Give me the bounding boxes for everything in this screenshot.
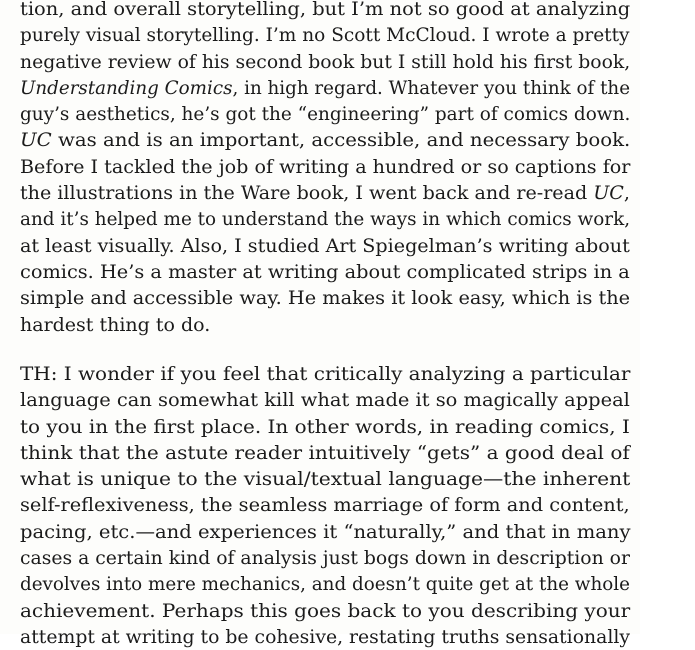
text-line — [20, 101, 635, 127]
text-run: achievement. Perhaps this goes back to you describing your — [20, 599, 631, 622]
text-run: was and is an important, accessible, and necessary book. — [51, 129, 631, 152]
italic-title-text: Understanding Comics — [20, 76, 233, 99]
text-run: tion, and overall storytelling, but I’m not so good at analyzing — [20, 0, 631, 20]
text-run: negative review of his second book but I still hold his first book, — [20, 50, 631, 73]
text-run: guy’s aesthetics, he’s got the “engineering” part of comics down. — [20, 103, 631, 126]
text-run: and it’s helped me to understand the ways in which comics work, — [20, 208, 631, 231]
text-line — [20, 22, 638, 48]
text-line — [20, 312, 654, 338]
text-run: , — [623, 182, 630, 205]
text-run: language can somewhat kill what made it so magically appeal — [20, 389, 630, 412]
text-run: TH: I wonder if you feel that critically analyzing a particular — [20, 363, 631, 385]
text-line — [20, 154, 658, 180]
text-run: Before I tackled the job of writing a hundred or so captions for — [20, 155, 631, 178]
text-line — [20, 285, 664, 311]
text-line — [20, 361, 685, 387]
text-line — [20, 127, 678, 153]
text-run: think that the astute reader intuitively “gets” a good deal of — [20, 441, 630, 464]
text-run: self-reflexiveness, the seamless marriage of form and content, — [20, 494, 630, 517]
text-line — [20, 0, 669, 22]
text-line — [20, 180, 656, 206]
text-line — [20, 206, 633, 232]
text-run: comics. He’s a master at writing about complicated strips in a — [20, 260, 630, 283]
text-line — [20, 387, 667, 413]
text-run: cases a certain kind of analysis just bogs down in description or — [20, 547, 630, 570]
text-line — [20, 414, 685, 440]
paragraph-2 — [20, 361, 653, 648]
text-run: devolves into mere mechanics, and doesn’t quite get at the whole — [20, 573, 630, 596]
text-line — [20, 545, 646, 571]
text-run: simple and accessible way. He makes it look easy, which is the — [20, 287, 631, 310]
text-run: , in high regard. Whatever you think of the — [232, 76, 631, 99]
text-run: what is unique to the visual/textual language—the inherent — [20, 468, 631, 491]
text-line — [20, 571, 630, 597]
italic-title-text: UC — [20, 129, 52, 152]
text-line — [20, 598, 687, 624]
text-run: pacing, etc.—and experiences it “naturally,” and that in many — [20, 520, 631, 543]
text-line — [20, 49, 647, 75]
text-run: to you in the first place. In other words, in reading comics, I — [20, 415, 630, 438]
italic-title-text: UC — [593, 182, 624, 205]
paragraph-1 — [20, 0, 654, 338]
text-run: purely visual storytelling. I’m no Scott McCloud. I wrote a pretty — [20, 24, 630, 47]
text-line — [20, 233, 658, 259]
text-run: hardest thing to do. — [20, 313, 211, 336]
text-line — [20, 75, 630, 101]
text-run: at least visually. Also, I studied Art Spiegelman’s writing about — [20, 234, 630, 257]
text-line — [20, 624, 647, 648]
text-run: the illustrations in the Ware book, I went back and re-read — [20, 182, 594, 205]
text-run: attempt at writing to be cohesive, restating truths sensationally — [20, 625, 631, 648]
text-line — [20, 466, 695, 492]
text-line — [20, 492, 664, 518]
text-line — [20, 519, 671, 545]
text-line — [20, 259, 665, 285]
text-line — [20, 440, 687, 466]
